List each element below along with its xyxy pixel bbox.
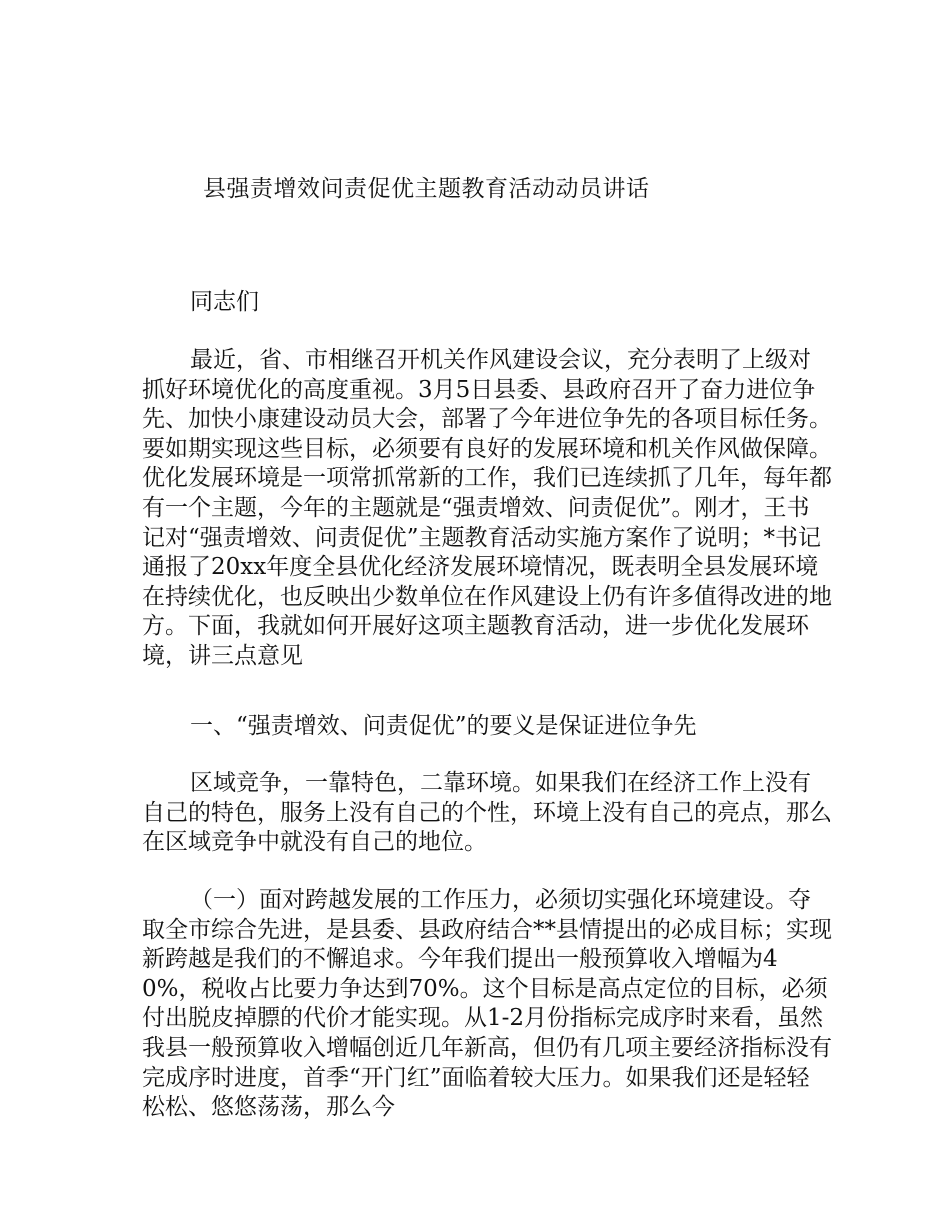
section-heading-1: 一、“强责增效、问责促优”的要义是保证进位争先 bbox=[190, 713, 697, 739]
paragraph-intro: 最近，省、市相继召开机关作风建设会议，充分表明了上级对抓好环境优化的高度重视。3月5日县委、县政府召开了奋力进位争先、加快小康建设动员大会，部署了今年进位争先的各项目标任务。要如期实现这些目标，必须要有良好的发展环境和机关作风做保障。优化发展环境是一项常抓常新的工作，我们已连续抓了几年，每年都有一个主题，今年的主题就是“强责增效、问责促优”。刚才，王书记对“强责增效、问责促优”主题教育活动实施方案作了说明；*书记通报了20xx年度全县优化经济发展环境情况，既表明全县发展环境在持续优化，也反映出少数单位在作风建设上仍有许多值得改进的地方。下面，我就如何开展好这项主题教育活动，进一步优化发展环境，讲三点意见 bbox=[142, 347, 832, 669]
salutation: 同志们 bbox=[190, 289, 259, 315]
paragraph-section-1-1: （一）面对跨越发展的工作压力，必须切实强化环境建设。夺取全市综合先进，是县委、县政府结合**县情提出的必成目标；实现新跨越是我们的不懈追求。今年我们提出一般预算收入增幅为40%，税收占比要力争达到70%。这个目标是高点定位的目标，必须付出脱皮掉膘的代价才能实现。从1-2月份指标完成序时来看，虽然我县一般预算收入增幅创近几年新高，但仍有几项主要经济指标没有完成序时进度，首季“开门红”面临着较大压力。如果我们还是轻轻松松、悠悠荡荡，那么今 bbox=[142, 887, 832, 1121]
document-title: 县强责增效问责促优主题教育活动动员讲话 bbox=[203, 176, 650, 202]
paragraph-regional-competition: 区域竞争，一靠特色，二靠环境。如果我们在经济工作上没有自己的特色，服务上没有自己的个性，环境上没有自己的亮点，那么在区域竞争中就没有自己的地位。 bbox=[142, 770, 832, 856]
